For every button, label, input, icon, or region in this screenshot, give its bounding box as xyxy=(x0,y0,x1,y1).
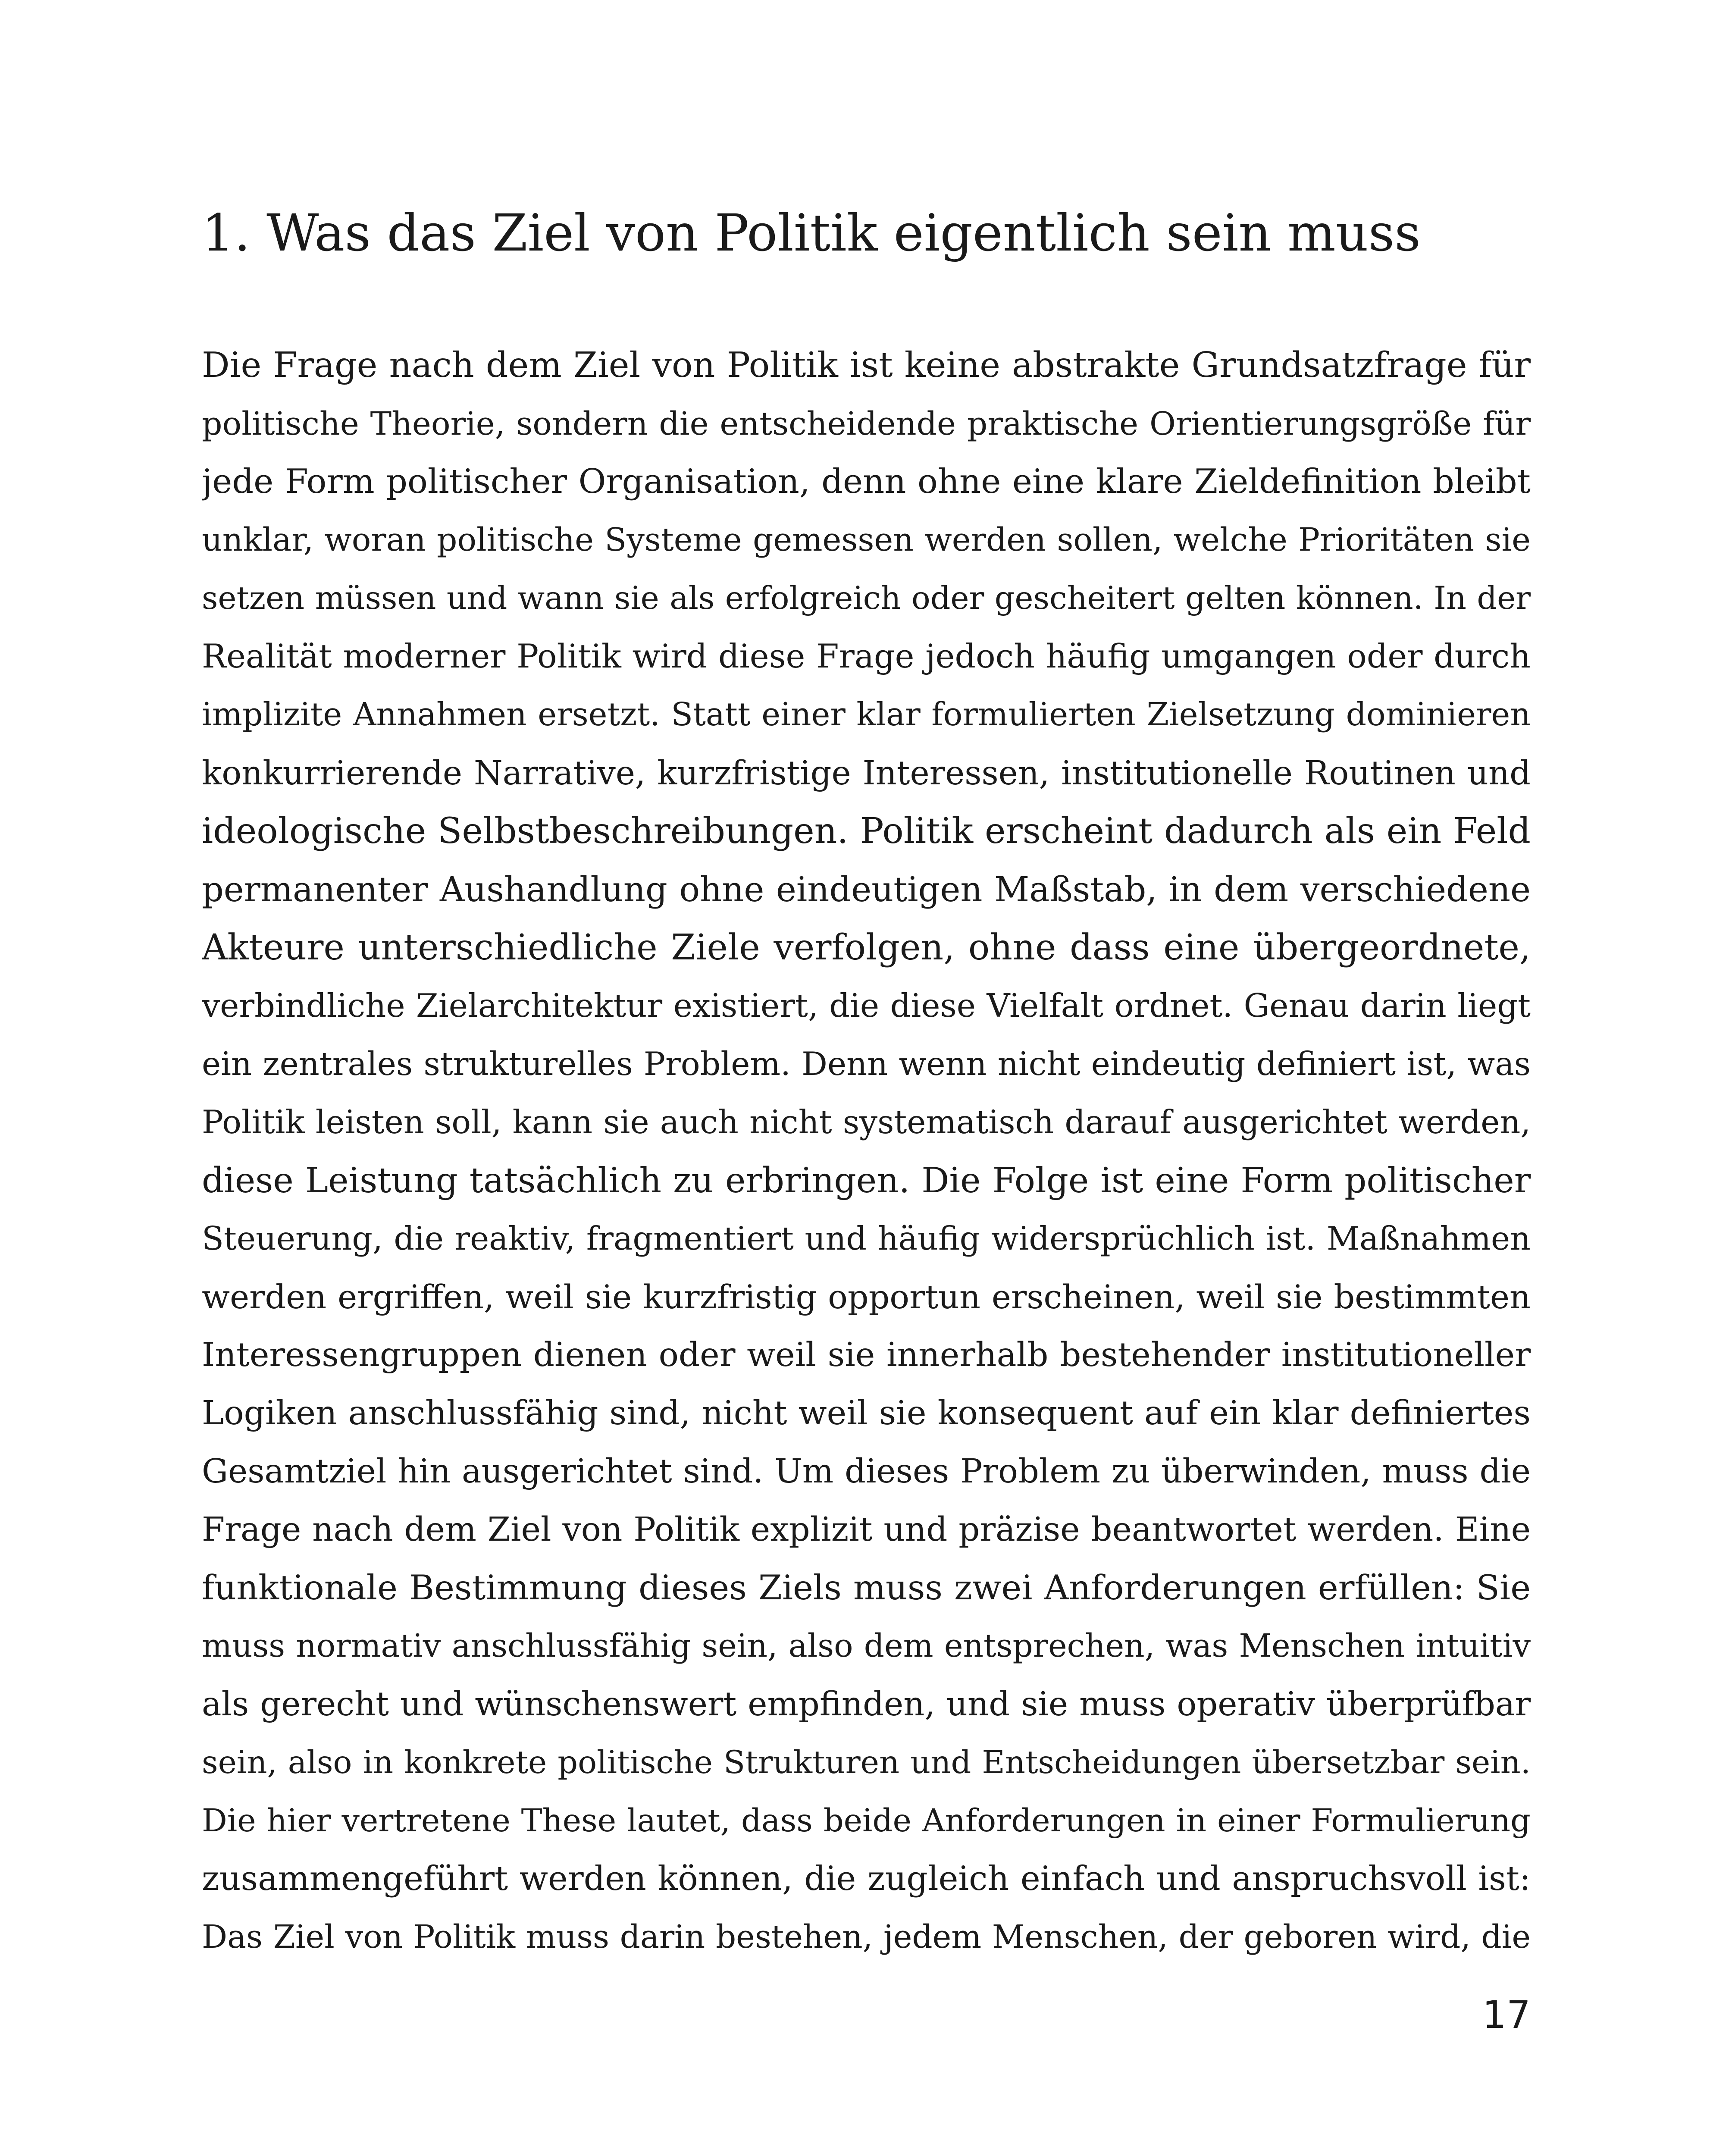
body-paragraph xyxy=(202,336,1531,1966)
text-line: als gerecht und wünschenswert empfinden, und sie muss operativ überprüfbar xyxy=(202,1685,1531,1724)
text-line: Realität moderner Politik wird diese Frage jedoch häufig umgangen oder durch xyxy=(202,637,1531,675)
text-line: zusammengeführt werden können, die zugleich einfach und anspruchsvoll ist: xyxy=(202,1859,1531,1898)
text-line: permanenter Aushandlung ohne eindeutigen Maßstab, in dem verschiedene xyxy=(202,869,1531,909)
text-line: implizite Annahmen ersetzt. Statt einer klar formulierten Zielsetzung dominieren xyxy=(202,696,1531,733)
text-line: diese Leistung tatsächlich zu erbringen. Die Folge ist eine Form politischer xyxy=(202,1160,1531,1200)
text-line: Logiken anschlussfähig sind, nicht weil sie konsequent auf ein klar definiertes xyxy=(202,1394,1531,1432)
text-line: verbindliche Zielarchitektur existiert, die diese Vielfalt ordnet. Genau darin liegt xyxy=(202,987,1531,1025)
text-line: politische Theorie, sondern die entscheidende praktische Orientierungsgröße für xyxy=(202,405,1531,442)
text-line: Akteure unterschiedliche Ziele verfolgen, ohne dass eine übergeordnete, xyxy=(202,927,1531,968)
text-line: Die Frage nach dem Ziel von Politik ist keine abstrakte Grundsatzfrage für xyxy=(202,345,1531,385)
text-line: setzen müssen und wann sie als erfolgreich oder gescheitert gelten können. In der xyxy=(202,580,1531,617)
text-line: konkurrierende Narrative, kurzfristige Interessen, institutionelle Routinen und xyxy=(202,754,1531,792)
text-line: funktionale Bestimmung dieses Ziels muss zwei Anforderungen erfüllen: Sie xyxy=(202,1568,1531,1608)
text-line: Gesamtziel hin ausgerichtet sind. Um dieses Problem zu überwinden, muss die xyxy=(202,1452,1531,1491)
text-line: Politik leisten soll, kann sie auch nicht systematisch darauf ausgerichtet werden, xyxy=(202,1103,1531,1141)
text-line: ideologische Selbstbeschreibungen. Politik erscheint dadurch als ein Feld xyxy=(202,811,1531,852)
page-number: 17 xyxy=(1482,1993,1531,2037)
text-line: sein, also in konkrete politische Strukturen und Entscheidungen übersetzbar sein. xyxy=(202,1744,1531,1781)
text-line: Interessengruppen dienen oder weil sie innerhalb bestehender institutioneller xyxy=(202,1336,1531,1374)
text-line: werden ergriffen, weil sie kurzfristig opportun erscheinen, weil sie bestimmten xyxy=(202,1278,1531,1316)
text-line: muss normativ anschlussfähig sein, also dem entsprechen, was Menschen intuitiv xyxy=(202,1628,1531,1664)
text-line: unklar, woran politische Systeme gemessen werden sollen, welche Prioritäten sie xyxy=(202,521,1531,558)
text-line: jede Form politischer Organisation, denn ohne eine klare Zieldefinition bleibt xyxy=(202,462,1531,501)
text-line: Die hier vertretene These lautet, dass beide Anforderungen in einer Formulierung xyxy=(202,1802,1531,1839)
chapter-title: 1. Was das Ziel von Politik eigentlich sein muss xyxy=(202,203,1421,263)
text-line: Steuerung, die reaktiv, fragmentiert und häufig widersprüchlich ist. Maßnahmen xyxy=(202,1220,1531,1257)
text-line: ein zentrales strukturelles Problem. Denn wenn nicht eindeutig definiert ist, was xyxy=(202,1045,1531,1083)
text-line: Das Ziel von Politik muss darin bestehen, jedem Menschen, der geboren wird, die xyxy=(202,1919,1531,1955)
text-line: Frage nach dem Ziel von Politik explizit und präzise beantwortet werden. Eine xyxy=(202,1510,1531,1549)
